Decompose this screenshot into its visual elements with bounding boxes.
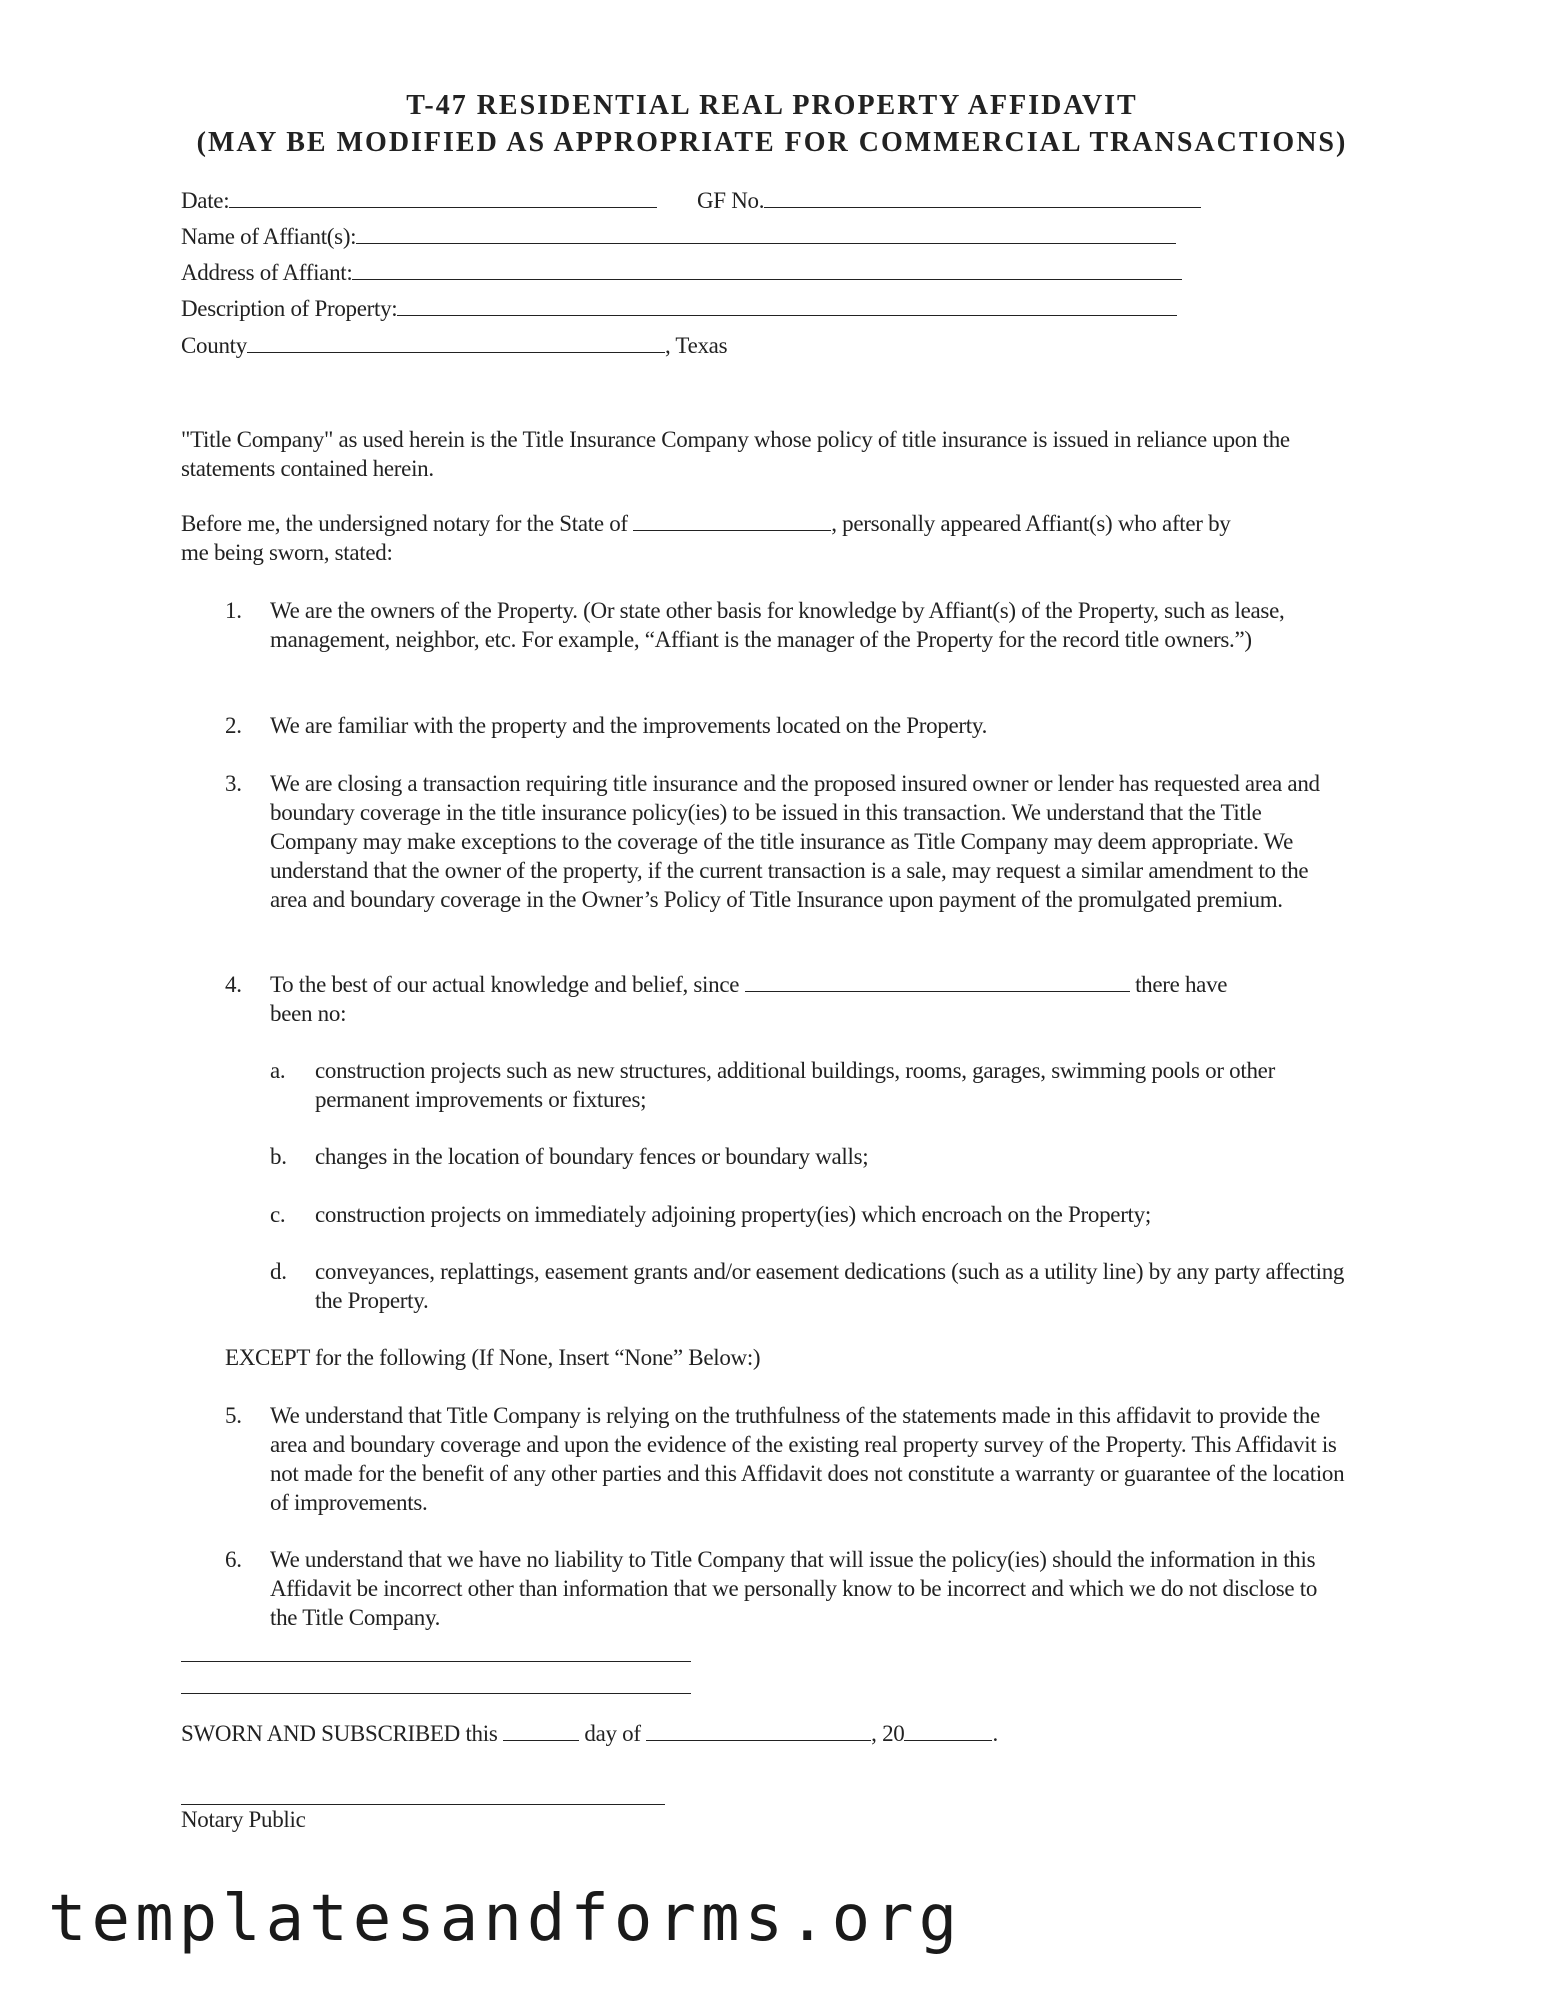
day-of-label: day of <box>584 1721 641 1746</box>
sub-item <box>270 1257 1350 1315</box>
item4-line2: been no: <box>270 1001 347 1026</box>
date-label: Date: <box>181 188 230 213</box>
gf-number-field[interactable] <box>764 186 1201 208</box>
sub-item-text: conveyances, replattings, easement grants and/or easement dedications (such as a utility line) by any party affecting the Property. <box>315 1259 1345 1313</box>
sworn-prefix: SWORN AND SUBSCRIBED this <box>181 1721 498 1746</box>
notary-suffix: , personally appeared Affiant(s) who after by <box>831 511 1231 536</box>
notary-statement <box>181 509 1341 567</box>
list-item <box>225 596 1345 654</box>
sub-item <box>270 1056 1350 1114</box>
affiant-signature-line-1[interactable] <box>181 1661 691 1662</box>
affiant-address-field[interactable] <box>352 258 1182 280</box>
except-text: EXCEPT for the following (If None, Insert “None” Below:) <box>225 1345 761 1370</box>
list-item <box>225 711 1345 740</box>
notary-prefix: Before me, the undersigned notary for the State of <box>181 511 628 536</box>
list-item <box>225 1401 1345 1517</box>
sub-item-letter: d. <box>270 1259 287 1284</box>
site-watermark: templatesandforms.org <box>48 1882 963 1956</box>
notary-line2: me being sworn, stated: <box>181 540 393 565</box>
item-text: We understand that we have no liability to Title Company that will issue the policy(ies) should the information in this Affidavit be incorrect other than information that we personally know to be incorrect and which we do not disclose to the Title Company. <box>270 1547 1318 1630</box>
notary-public-label: Notary Public <box>181 1807 306 1832</box>
item-text <box>270 970 1345 1028</box>
sub-item-text: changes in the location of boundary fences or boundary walls; <box>315 1144 869 1169</box>
list-item <box>225 769 1345 914</box>
item-text: We are familiar with the property and the improvements located on the Property. <box>270 713 988 738</box>
item-number: 5. <box>225 1403 242 1428</box>
form-subtitle: (MAY BE MODIFIED AS APPROPRIATE FOR COMMERCIAL TRANSACTIONS) <box>196 127 1348 158</box>
item4-suffix: there have <box>1135 972 1228 997</box>
title-company-definition: "Title Company" as used herein is the Title Insurance Company whose policy of title insurance is issued in reliance upon the statements contained herein. <box>181 427 1290 481</box>
form-title: T-47 RESIDENTIAL REAL PROPERTY AFFIDAVIT <box>406 90 1138 121</box>
affiant-address-label: Address of Affiant: <box>181 260 353 285</box>
property-description-row <box>181 294 1177 323</box>
item-number: 6. <box>225 1547 242 1572</box>
year-field[interactable] <box>904 1719 992 1741</box>
sworn-period: . <box>992 1721 998 1746</box>
affiant-name-field[interactable] <box>356 222 1176 244</box>
date-row <box>181 186 657 215</box>
county-suffix: , Texas <box>664 333 728 358</box>
sub-item-text: construction projects on immediately adjoining property(ies) which encroach on the Property; <box>315 1202 1151 1227</box>
sub-item <box>270 1142 1350 1171</box>
sworn-subscribed-row <box>181 1719 998 1748</box>
item-number: 4. <box>225 972 242 997</box>
day-field[interactable] <box>503 1719 579 1741</box>
county-label: County <box>181 333 247 358</box>
month-field[interactable] <box>646 1719 871 1741</box>
affiant-name-row <box>181 222 1176 251</box>
sub-item-letter: c. <box>270 1202 286 1227</box>
county-field[interactable] <box>247 331 665 353</box>
since-date-field[interactable] <box>745 970 1130 992</box>
item-text: We understand that Title Company is relying on the truthfulness of the statements made in this affidavit to provide the area and boundary coverage and upon the evidence of the existing real property survey of the Property. This Affidavit is not made for the benefit of any other parties and this Affidavit does not constitute a warranty or guarantee of the location of improvements. <box>270 1403 1345 1515</box>
sub-item-text: construction projects such as new structures, additional buildings, rooms, garages, swimming pools or other permanent improvements or fixtures; <box>315 1058 1275 1112</box>
item-text: We are closing a transaction requiring title insurance and the proposed insured owner or lender has requested area and boundary coverage in the title insurance policy(ies) to be issued in this transaction. We understand that the Title Company may make exceptions to the coverage of the title insurance as Title Company may deem appropriate. We understand that the owner of the property, if the current transaction is a sale, may request a similar amendment to the area and boundary coverage in the Owner’s Policy of Title Insurance upon payment of the promulgated premium. <box>270 771 1320 912</box>
affiant-name-label: Name of Affiant(s): <box>181 224 357 249</box>
item4-prefix: To the best of our actual knowledge and belief, since <box>270 972 740 997</box>
item-number: 2. <box>225 713 242 738</box>
county-row <box>181 331 727 360</box>
sub-item-letter: a. <box>270 1058 286 1083</box>
affiant-address-row <box>181 258 1182 287</box>
sub-item-letter: b. <box>270 1144 287 1169</box>
item-number: 3. <box>225 771 242 796</box>
item-number: 1. <box>225 598 242 623</box>
year-prefix: , 20 <box>871 1721 905 1746</box>
date-field[interactable] <box>229 186 657 208</box>
gf-label: GF No. <box>697 188 765 213</box>
gf-row <box>697 186 1201 215</box>
item-text: We are the owners of the Property. (Or state other basis for knowledge by Affiant(s) of the Property, such as lease, management, neighbor, etc. For example, “Affiant is the manager of the Property for the record title owners.”) <box>270 598 1285 652</box>
property-description-field[interactable] <box>397 294 1177 316</box>
list-item <box>225 1545 1345 1632</box>
property-description-label: Description of Property: <box>181 296 398 321</box>
affiant-signature-line-2[interactable] <box>181 1693 691 1694</box>
sub-item <box>270 1200 1350 1229</box>
list-item <box>225 970 1345 1028</box>
state-field[interactable] <box>633 509 831 531</box>
